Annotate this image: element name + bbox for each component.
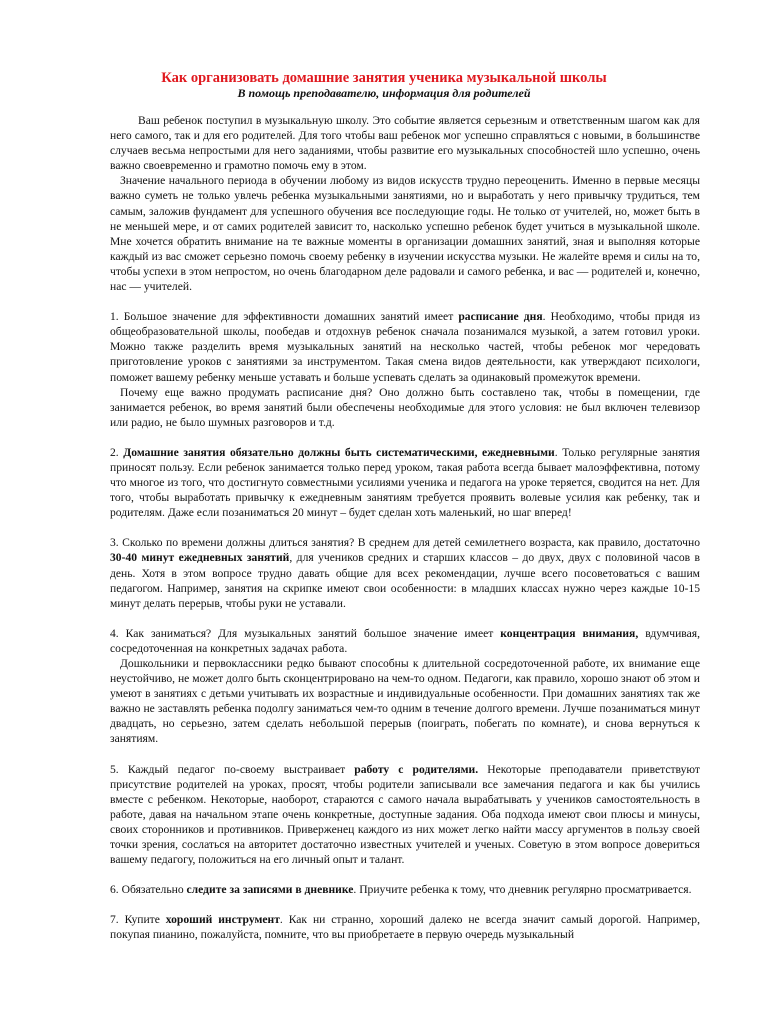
item-7-emphasis: хороший инструмент <box>165 913 280 927</box>
item-6-emphasis: следите за записями в дневнике <box>186 883 354 897</box>
item-4-emphasis: концентрация внимания, <box>500 626 639 640</box>
item-1-paragraph: 1. Большое значение для эффективности домашних занятий имеет расписание дня. Необходимо, чтобы придя из общеобразовательной школы, пообедав и отдохнув ребенок сначала позанимался музыкой, а затем готовил уроки. Можно также разделить время музыкальных занятий на несколько частей, чтобы ребенок мог чередовать приготовление уроков с занятиями за инструментом. Такая смена видов деятельности, как утверждают психологи, поможет вашему ребенку меньше уставать и больше успевать сделать за одинаковый промежуток времени. <box>110 310 701 384</box>
document-subtitle: В помощь преподавателю, информация для родителей <box>237 86 531 100</box>
item-2-paragraph: 2. Домашние занятия обязательно должны быть систематическими, ежедневными. Только регулярные занятия приносят пользу. Если ребенок занимается только перед уроком, такая работа всегда бывает малоэффективна, потому что многое из того, что достигнуто совместными усилиями ученика и педагога на уроке теряется, сводится на нет. Для того, чтобы выработать привычку к ежедневным занятиям требуется проявить волевые усилия как ребенку, так и родителям. Даже если позаниматься 20 минут – будет сделан хоть маленький, но шаг вперед! <box>110 445 701 520</box>
document-title: Как организовать домашние занятия ученика музыкальной школы <box>161 70 607 86</box>
item-5-emphasis: работу с родителями. <box>354 762 479 776</box>
intro-paragraph-1: Ваш ребенок поступил в музыкальную школу. Это событие является серьезным и ответственным шагом как для него самого, так и для его родителей. Для того чтобы ваш ребенок мог успешно справляться с новыми, в большинстве случаев весьма непростыми для него заданиями, чтобы развитие его музыкальных способностей шло успешно, очень важно своевременно и грамотно помочь ему в этом. <box>110 114 700 173</box>
item-2-emphasis: Домашние занятия обязательно должны быть систематическими, ежедневными <box>123 445 555 459</box>
item-1-emphasis: расписание дня <box>458 310 543 324</box>
item-3-emphasis: 30-40 минут ежедневных занятий <box>110 551 290 565</box>
item-4-paragraph-2: Дошкольники и первоклассники редко бывают способны к длительной сосредоточенной работе, их внимание еще неустойчиво, не может долго быть сконцентрировано на чем-то одном. Педагоги, как правило, хорошо знают об этом и умеют в занятиях с детьми учитывать их возрастные и индивидуальные особенности. При домашних занятиях так же важно не заставлять ребенка подолгу заниматься чем-то одним в течение долгого времени. Лучше позаниматься минут двадцать, но серьезно, затем сделать небольшой перерыв (поиграть, побегать по комнате), и снова вернуться к занятиям. <box>110 657 700 746</box>
item-1-paragraph-2: Почему еще важно продумать расписание дня? Оно должно быть составлено так, чтобы в помещении, где занимается ребенок, во время занятий были обеспечены необходимые для этого условия: не был включен телевизор или радио, не было шумных разговоров и т.д. <box>110 385 700 429</box>
item-7-paragraph: 7. Купите хороший инструмент. Как ни странно, хороший далеко не всегда значит самый дорогой. Например, покупая пианино, пожалуйста, помните, что вы приобретаете в первую очередь музыкальный <box>110 913 700 942</box>
intro-paragraph-2: Значение начального периода в обучении любому из видов искусств трудно переоценить. Именно в первые месяцы важно суметь не только увлечь ребенка музыкальными занятиями, но и выработать у него привычку трудиться, тем самым, заложив фундамент для успешного обучения все последующие годы. Не только от учителей, но, может быть в не меньшей мере, и от самих родителей зависит то, насколько успешно ребенок будет учиться в музыкальной школе. Мне хочется обратить внимание на те важные моменты в организации домашних занятий, зная и выполняя которые каждый из вас сможет серьезно помочь своему ребенку в изучении искусства музыки. Не жалейте время и силы на то, чтобы успехи в этом непростом, но очень благодарном деле радовали и самого ребенка, и вас — родителей и, конечно, нас — учителей. <box>110 174 700 294</box>
item-4-paragraph: 4. Как заниматься? Для музыкальных занятий большое значение имеет концентрация внимания, вдумчивая, сосредоточенная на конкретных задачах работа. <box>110 626 700 655</box>
item-6-paragraph: 6. Обязательно следите за записями в дневнике. Приучите ребенка к тому, что дневник регулярно просматривается. <box>110 883 692 897</box>
document-body <box>110 113 700 943</box>
item-3-paragraph: 3. Сколько по времени должны длиться занятия? В среднем для детей семилетнего возраста, как правило, достаточно 30-40 минут ежедневных занятий, для учеников средних и старших классов – до двух, двух с половиной часов в день. Хотя в этом вопросе трудно давать общие для всех рекомендации, лучше всего посоветоваться с вашим педагогом. Например, занятия на скрипке имеют свои особенности: в младших классах нужно через каждые 10-15 минут делать перерыв, чтобы руки не уставали. <box>110 536 700 610</box>
item-5-paragraph: 5. Каждый педагог по-своему выстраивает работу с родителями. Некоторые преподаватели приветствуют присутствие родителей на уроках, просят, чтобы родители записывали все замечания педагога и как бы учились вместе с ребенком. Некоторые, наоборот, стараются с самого начала вырабатывать у учеников самостоятельность в работе, давая на начальном этапе очень конкретные, доступные задания. Оба подхода имеют свои плюсы и минусы, своих сторонников и противников. Приверженец каждого из них может легко найти массу аргументов в пользу своей точки зрения, сослаться на авторитет достаточно известных учителей и ученых. Советую в этом вопросе довериться вашему педагогу, положиться на его личный опыт и талант. <box>110 762 700 867</box>
